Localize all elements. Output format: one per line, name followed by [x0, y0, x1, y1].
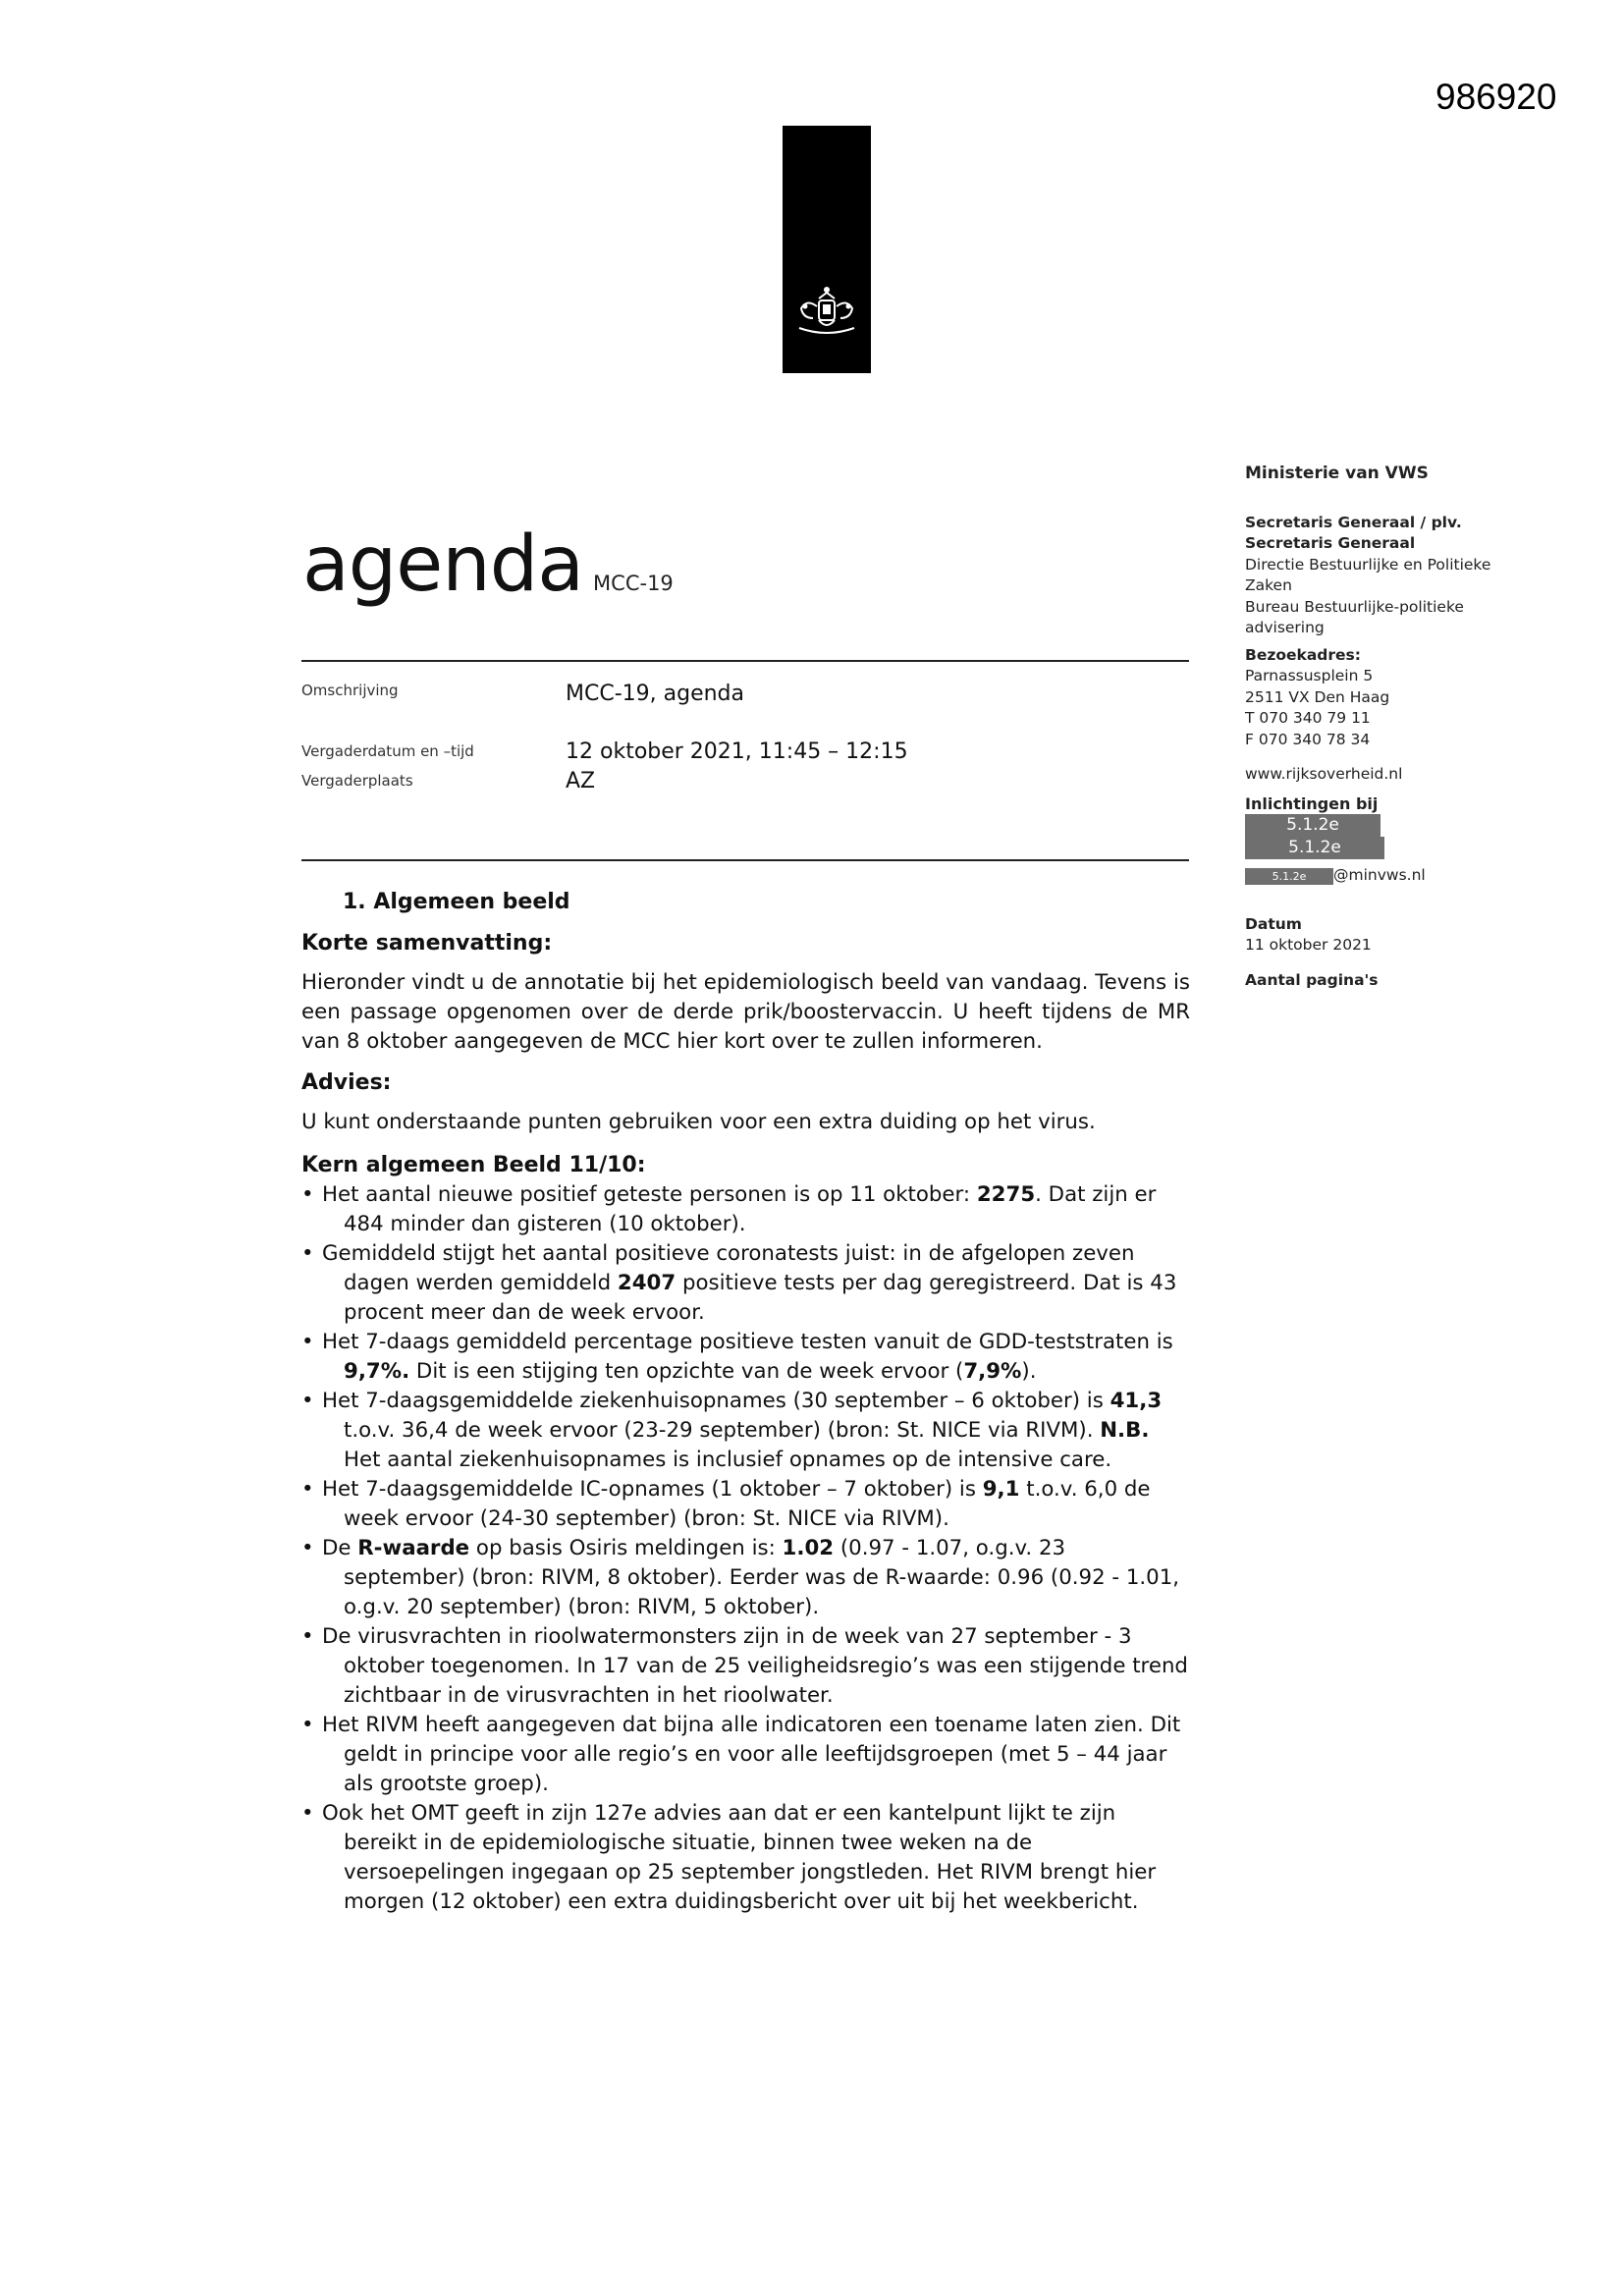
pages-label: Aantal pagina's — [1245, 970, 1379, 989]
summary-heading: Korte samenvatting: — [301, 931, 553, 956]
bureau-line-2: advisering — [1245, 619, 1325, 636]
website-link[interactable]: www.rijksoverheid.nl — [1245, 765, 1403, 783]
page-title: agenda — [302, 520, 584, 609]
core-heading: Kern algemeen Beeld 11/10: — [301, 1153, 646, 1177]
coat-of-arms-icon — [793, 285, 860, 338]
summary-text: Hieronder vindt u de annotatie bij het epidemiologisch beeld van vandaag. Tevens is een passage opgenomen over de derde prik/boostervaccin. U heeft tijdens de MR van 8 oktober aangegeven de MCC hier kort over te zullen informeren. — [301, 970, 1190, 1054]
list-item: • Het aantal nieuwe positief geteste personen is op 11 oktober: 2275. Dat zijn er 484 minder dan gisteren (10 oktober). — [301, 1180, 1190, 1239]
list-item: • De R-waarde op basis Osiris meldingen is: 1.02 (0.97 - 1.07, o.g.v. 23 september) (bron: RIVM, 8 oktober). Eerder was de R-waarde: 0.96 (0.92 - 1.01, o.g.v. 20 september) (bron: RIVM, 5 oktober). — [301, 1534, 1190, 1622]
divider-top — [301, 660, 1189, 662]
visit-label: Bezoekadres: — [1245, 645, 1361, 664]
title-block — [302, 520, 674, 609]
list-item: • Gemiddeld stijgt het aantal positieve coronatests juist: in de afgelopen zeven dagen werden gemiddeld 2407 positieve tests per dag geregistreerd. Dat is 43 procent meer dan de week ervoor. — [301, 1239, 1190, 1328]
sg-line-2: Secretaris Generaal — [1245, 534, 1416, 552]
advice-text: U kunt onderstaande punten gebruiken voor een extra duiding op het virus. — [301, 1110, 1096, 1134]
description-value: MCC-19, agenda — [566, 682, 744, 706]
sg-line-1: Secretaris Generaal / plv. — [1245, 513, 1462, 531]
fax-number: F 070 340 78 34 — [1245, 730, 1371, 748]
place-value: AZ — [566, 769, 596, 793]
list-item: • Het 7-daagsgemiddelde ziekenhuisopnames (30 september – 6 oktober) is 41,3 t.o.v. 36,4 de week ervoor (23-29 september) (bron: St. NICE via RIVM). N.B. Het aantal ziekenhuisopnames is inclusief opnames op de intensive care. — [301, 1387, 1190, 1475]
redacted-block: 5.1.2e — [1245, 837, 1384, 859]
bureau-line-1: Bureau Bestuurlijke-politieke — [1245, 597, 1464, 616]
advice-heading: Advies: — [301, 1070, 392, 1095]
list-item: • Het 7-daags gemiddeld percentage positieve testen vanuit de GDD-teststraten is 9,7%. Dit is een stijging ten opzichte van de week ervoor (7,9%). — [301, 1328, 1190, 1387]
info-label: Inlichtingen bij — [1245, 793, 1379, 813]
place-label: Vergaderplaats — [301, 772, 413, 790]
list-item: • Het RIVM heeft aangegeven dat bijna alle indicatoren een toename laten zien. Dit geldt in principe voor alle regio’s en voor alle leeftijdsgroepen (met 5 – 44 jaar als grootste groep). — [301, 1711, 1190, 1799]
email-suffix: @minvws.nl — [1333, 866, 1426, 884]
dept-line-1: Directie Bestuurlijke en Politieke — [1245, 555, 1491, 574]
core-bullet-list — [301, 1180, 1190, 1917]
rijksoverheid-logo — [783, 126, 871, 373]
phone-number: T 070 340 79 11 — [1245, 709, 1371, 727]
date-label: Datum — [1245, 914, 1302, 933]
address-line-2: 2511 VX Den Haag — [1245, 687, 1390, 706]
description-label: Omschrijving — [301, 682, 399, 699]
date-value: 11 oktober 2021 — [1245, 936, 1372, 954]
date-label: Vergaderdatum en –tijd — [301, 742, 474, 760]
list-item: • De virusvrachten in rioolwatermonsters zijn in de week van 27 september - 3 oktober toegenomen. In 17 van de 25 veiligheidsregio’s was een stijgende trend zichtbaar in de virusvrachten in het rioolwater. — [301, 1622, 1190, 1711]
redacted-block: 5.1.2e — [1245, 868, 1333, 885]
redacted-block: 5.1.2e — [1245, 814, 1380, 837]
page-subtitle: MCC-19 — [593, 572, 674, 595]
ministry-name: Ministerie van VWS — [1245, 464, 1429, 483]
document-number: 986920 — [1435, 77, 1557, 117]
date-value: 12 oktober 2021, 11:45 – 12:15 — [566, 739, 908, 764]
section-title: 1. Algemeen beeld — [343, 890, 570, 914]
list-item: • Het 7-daagsgemiddelde IC-opnames (1 oktober – 7 oktober) is 9,1 t.o.v. 6,0 de week ervoor (24-30 september) (bron: St. NICE via RIVM). — [301, 1475, 1190, 1534]
list-item: • Ook het OMT geeft in zijn 127e advies aan dat er een kantelpunt lijkt te zijn bereikt in de epidemiologische situatie, binnen twee weken na de versoepelingen ingegaan op 25 september jongstleden. Het RIVM brengt hier morgen (12 oktober) een extra duidingsbericht over uit bij het weekbericht. — [301, 1799, 1190, 1917]
address-line-1: Parnassusplein 5 — [1245, 667, 1374, 684]
divider-bottom — [301, 859, 1189, 861]
dept-line-2: Zaken — [1245, 576, 1292, 594]
agenda-body — [301, 888, 1190, 1917]
sender-sidebar — [1245, 464, 1540, 991]
